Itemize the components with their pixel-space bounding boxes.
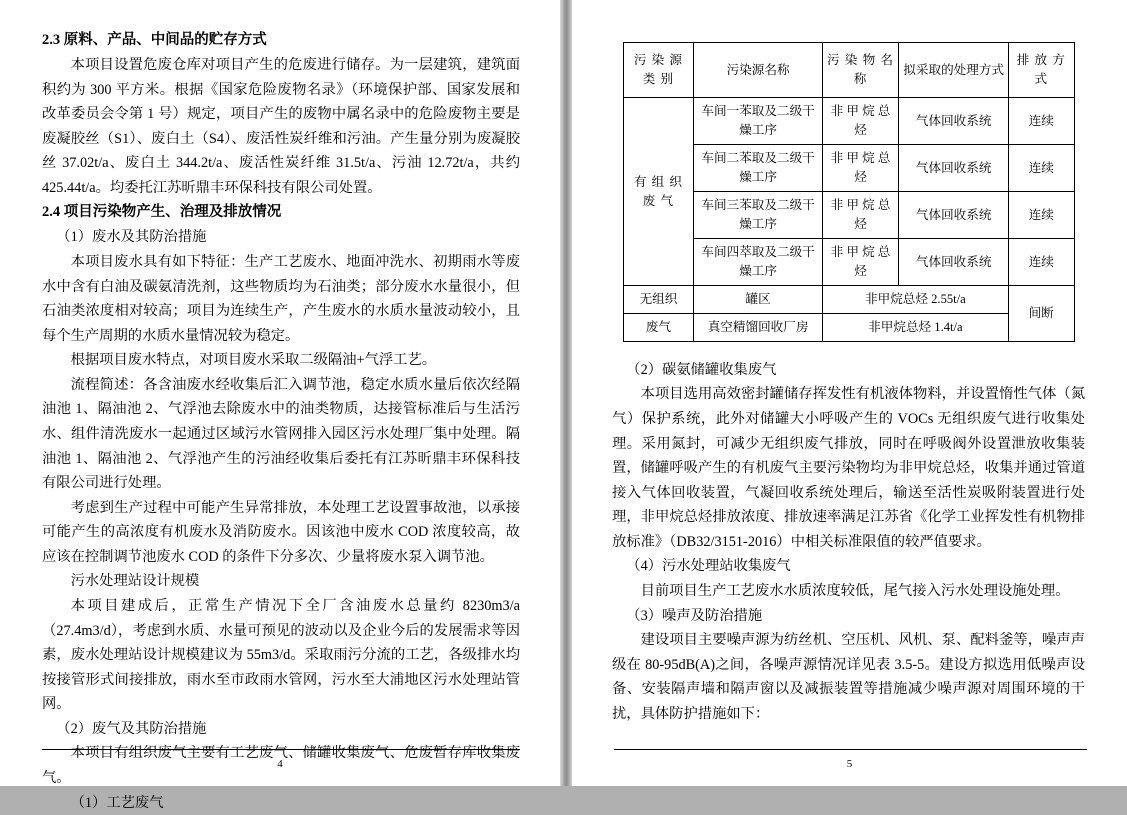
table-row: [623, 98, 1074, 145]
subsection-noise: （3）噪声及防治措施: [626, 607, 763, 624]
paragraph-design-scale: 本项目建成后，正常生产情况下全厂含油废水总量约 8230m3/a（27.4m3/d），考虑到水质、水量可预见的波动以及企业今后的发展需求等因素，废水处理站设计规模建议为 55m3/d。采取雨污分流的工艺，各级排水均按接管形式间接排放，雨水至市政雨水管网，污水至大浦地区污水处理站管网。: [42, 598, 520, 713]
subsubsection-process-gas: （1）工艺废气: [70, 794, 164, 811]
cell-source-name: 车间四萃取及二级干燥工序: [694, 239, 822, 286]
cell-discharge: 连续: [1009, 239, 1074, 286]
header-pollutant-name: 污 染 物 名 称: [822, 43, 899, 98]
cell-treatment: 气体回收系统: [899, 98, 1009, 145]
section-heading-2-4: 2.4 项目污染物产生、治理及排放情况: [42, 204, 282, 221]
header-source-category: 污 染 源 类 别: [623, 43, 694, 98]
cell-unorganized-label-1: 无组织: [623, 286, 694, 314]
subsection-waste-gas: （2）废气及其防治措施: [56, 720, 207, 737]
header-treatment: 拟采取的处理方式: [899, 43, 1009, 98]
subsection-tank-gas: （2）碳氨储罐收集废气: [626, 361, 777, 378]
table-row: [623, 313, 1074, 341]
cell-source-name: 车间二苯取及二级干燥工序: [694, 145, 822, 192]
paragraph-wastewater-process: 根据项目废水特点，对项目废水采取二级隔油+气浮工艺。: [70, 352, 437, 369]
table-row: [623, 286, 1074, 314]
cell-source-name: 车间一苯取及二级干燥工序: [694, 98, 822, 145]
cell-pollutant: 非 甲 烷 总 烃: [822, 145, 899, 192]
pollutant-table: [623, 42, 1075, 342]
cell-treatment: 气体回收系统: [899, 145, 1009, 192]
header-discharge-mode: 排 放 方 式: [1009, 43, 1074, 98]
cell-pollutant: 非 甲 烷 总 烃: [822, 98, 899, 145]
paragraph-storage: 本项目设置危废仓库对项目产生的危废进行储存。为一层建筑，建筑面积约为 300 平方米。根据《国家危险废物名录》（环境保护部、国家发展和改革委员会令第 1 号）规定，项目产生的废物中属名录中的危险废物主要是废凝胶丝（S1）、废白土（S4）、废活性炭纤维和污油。产生量分别为废凝胶丝 37.02t/a、废白土 344.2t/a、废活性炭纤维 31.5t/a、污油 12.72t/a，共约 425.44t/a。均委托江苏昕鼎丰环保科技有限公司处置。: [42, 56, 520, 196]
paragraph-accident-pool: 考虑到生产过程中可能产生异常排放，本处理工艺设置事故池，以承接可能产生的高浓度有机废水及消防废水。因该池中废水 COD 浓度较高，故应该在控制调节池废水 COD 的条件下分多次、少量将废水泵入调节池。: [42, 499, 520, 565]
cell-discharge: 连续: [1009, 98, 1074, 145]
cell-unorganized-value-2: 非甲烷总烃 1.4t/a: [822, 313, 1008, 341]
paragraph-design-scale-title: 污水处理站设计规模: [70, 573, 200, 590]
header-source-name: 污染源名称: [694, 43, 822, 98]
cell-treatment: 气体回收系统: [899, 239, 1009, 286]
paragraph-wwtp-gas: 目前项目生产工艺废水水质浓度较低，尾气接入污水处理设施处理。: [640, 582, 1070, 599]
cell-pollutant: 非 甲 烷 总 烃: [822, 239, 899, 286]
page-number-left: 4: [277, 758, 283, 770]
spread-gutter: [560, 0, 572, 786]
cell-unorganized-value-1: 非甲烷总烃 2.55t/a: [822, 286, 1008, 314]
cell-unorganized-label-2: 废气: [623, 313, 694, 341]
cell-unorganized-source-1: 罐区: [694, 286, 822, 314]
cell-treatment: 气体回收系统: [899, 192, 1009, 239]
cell-discharge: 连续: [1009, 145, 1074, 192]
cell-group-organized: 有 组 织 废 气: [623, 98, 694, 286]
page-right: [572, 0, 1127, 786]
paragraph-waste-gas-sources: 本项目有组织废气主要有工艺废气、储罐收集废气、危废暂存库收集废气。: [42, 745, 520, 787]
subsection-wwtp-gas: （4）污水处理站收集废气: [626, 558, 791, 575]
paragraph-noise: 建设项目主要噪声源为纺丝机、空压机、风机、泵、配料釜等，噪声声级在 80-95dB(A)之间，各噪声源情况详见表 3.5-5。建设方拟选用低噪声设备、安装隔声墙和隔声窗以及减振装置等措施减少噪声源对周围环境的干扰，具体防护措施如下：: [612, 632, 1085, 722]
subsection-wastewater: （1）废水及其防治措施: [56, 229, 207, 246]
footer-divider-left: [42, 749, 520, 750]
paragraph-tank-gas: 本项目选用高效密封罐储存挥发性有机液体物料，并设置惰性气体（氮气）保护系统，此外对储罐大小呼吸产生的 VOCs 无组织废气进行收集处理。采用氮封，可减少无组织废气排放，同时在呼吸阀外设置泄放收集装置，储罐呼吸产生的有机废气主要污染物均为非甲烷总烃，收集并通过管道接入气体回收装置，气凝回收系统处理后，输送至活性炭吸附装置进行处理，非甲烷总烃排放浓度、排放速率满足江苏省《化学工业挥发性有机物排放标准》（DB32/3151-2016）中相关标准限值的较严值要求。: [612, 386, 1085, 550]
paragraph-wastewater-features: 本项目废水具有如下特征：生产工艺废水、地面冲洗水、初期雨水等废水中含有白油及碳氨清洗剂，这些物质均为石油类；部分废水水量很小，但石油类浓度相对较高；项目为连续生产，产生废水的水质水量波动较小，且每个生产周期的水质水量情况较为稳定。: [42, 253, 520, 344]
cell-unorganized-source-2: 真空精馏回收厂房: [694, 313, 822, 341]
cell-pollutant: 非 甲 烷 总 烃: [822, 192, 899, 239]
table-header-row: [623, 43, 1074, 98]
page-number-right: 5: [846, 758, 853, 770]
page-left: [0, 0, 560, 811]
cell-source-name: 车间三苯取及二级干燥工序: [694, 192, 822, 239]
cell-unorganized-discharge: 间断: [1009, 286, 1074, 342]
footer-divider-right: [614, 749, 1087, 750]
section-heading-2-3: 2.3 原料、产品、中间品的贮存方式: [42, 32, 267, 48]
cell-discharge: 连续: [1009, 192, 1074, 239]
paragraph-process-description: 流程简述：各含油废水经收集后汇入调节池，稳定水质水量后依次经隔油池 1、隔油池 2、气浮池去除废水中的油类物质，达接管标准后与生活污水、组件清洗废水一起通过区域污水管网排入园区污水处理厂集中处理。隔油池 1、隔油池 2、气浮池产生的污油经收集后委托有江苏昕鼎丰环保科技有限公司进行处理。: [42, 376, 520, 492]
